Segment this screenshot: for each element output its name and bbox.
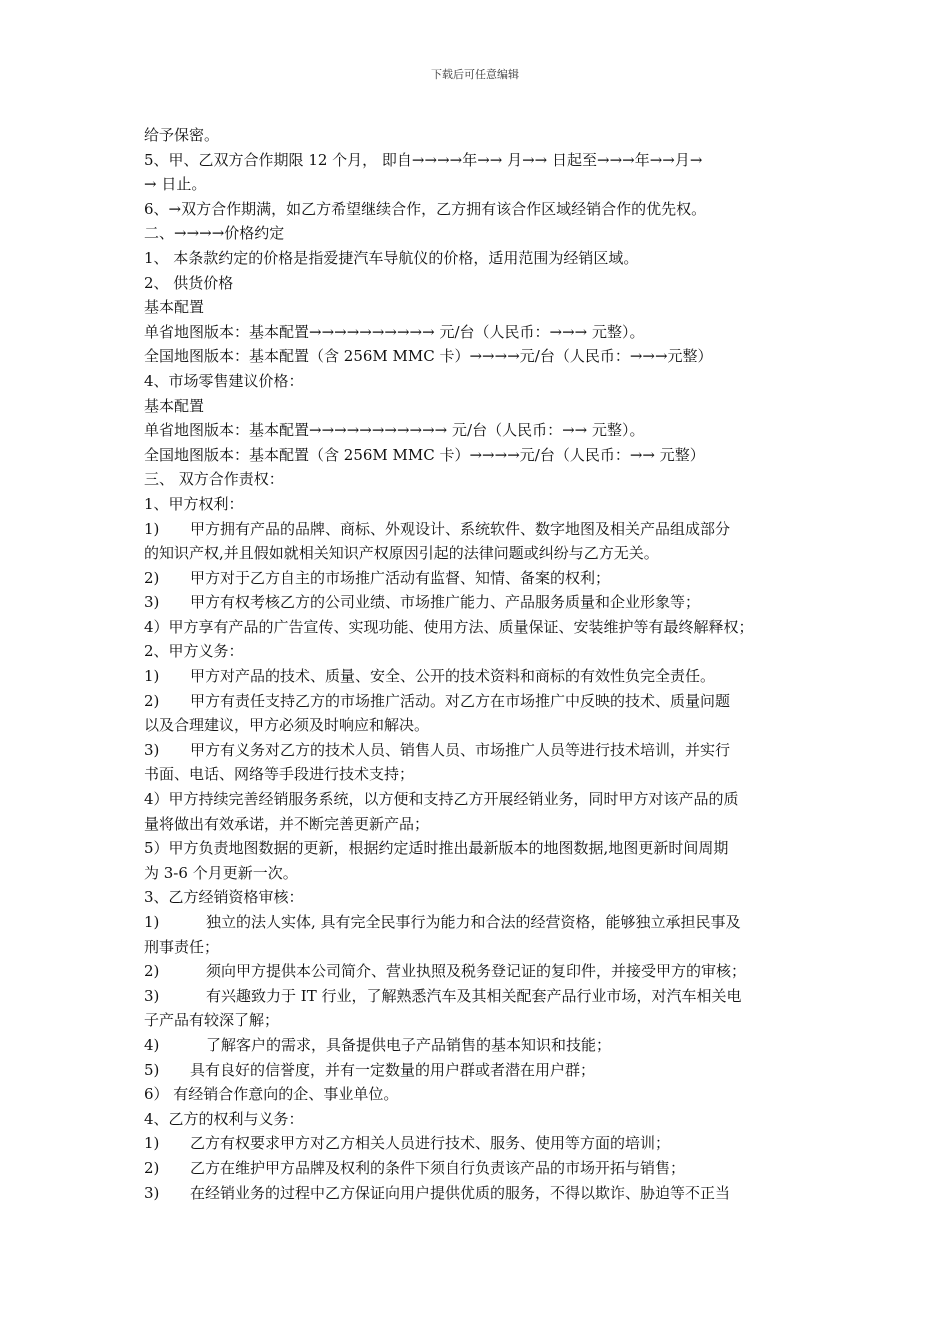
text-line: → 日止。: [144, 175, 207, 194]
list-item: [144, 566, 824, 591]
text-line: 单省地图版本：基本配置→→→→→→→→→→ 元/台（人民币：→→→ 元整）。: [144, 322, 645, 341]
text-line: 给予保密。: [144, 126, 220, 144]
list-item-number: 4): [144, 1035, 160, 1054]
document-body: [144, 123, 824, 1205]
list-item-text: 乙方在维护甲方品牌及权利的条件下须自行负责该产品的市场开拓与销售；: [190, 1158, 686, 1177]
text-line: 二、→→→→价格约定: [144, 224, 285, 243]
list-item-text: 甲方对于乙方自主的市场推广活动有监督、知情、备案的权利；: [190, 568, 611, 587]
text-line: 2、 供货价格: [144, 273, 234, 292]
text-line: 全国地图版本：基本配置（含 256M MMC 卡）→→→→元/台（人民币：→→→元整）: [144, 347, 713, 366]
list-item-text: 甲方拥有产品的品牌、商标、外观设计、系统软件、数字地图及相关产品组成部分: [190, 519, 731, 538]
list-item-number: 2): [144, 568, 160, 587]
list-item-number: 3): [144, 1183, 160, 1202]
list-item: [144, 517, 824, 542]
text-line: 刑事责任；: [144, 937, 220, 956]
list-item-number: 2): [144, 1158, 160, 1177]
list-item-number: 5): [144, 1060, 160, 1079]
list-item-text: 甲方有义务对乙方的技术人员、销售人员、市场推广人员等进行技术培训，并实行: [190, 740, 731, 759]
list-item: [144, 1131, 824, 1156]
list-item-number: 2): [144, 962, 160, 981]
list-item: [144, 1156, 824, 1181]
list-item: [144, 590, 824, 615]
text-line: 基本配置: [144, 396, 205, 415]
list-item-number: 2): [144, 691, 160, 710]
list-item-text: 具有良好的信誉度，并有一定数量的用户群或者潜在用户群；: [190, 1060, 596, 1079]
list-item-number: 3): [144, 740, 160, 759]
list-item: [144, 959, 824, 984]
text-line: 量将做出有效承诺，并不断完善更新产品；: [144, 814, 430, 833]
text-line: 全国地图版本：基本配置（含 256M MMC 卡）→→→→元/台（人民币：→→ 元整）: [144, 445, 705, 464]
text-line: 的知识产权,并且假如就相关知识产权原因引起的法律问题或纠纷与乙方无关。: [144, 544, 659, 563]
list-item: [144, 1033, 824, 1058]
list-item-number: 1): [144, 667, 160, 686]
text-line: 单省地图版本：基本配置→→→→→→→→→→→ 元/台（人民币：→→ 元整）。: [144, 421, 645, 440]
text-line: 书面、电话、网络等手段进行技术支持；: [144, 765, 415, 784]
list-item-number: 3): [144, 986, 160, 1005]
text-line: 子产品有较深了解；: [144, 1011, 280, 1030]
text-line: 4、乙方的权利与义务：: [144, 1109, 304, 1128]
list-item-text: 独立的法人实体, 具有完全民事行为能力和合法的经营资格，能够独立承担民事及: [206, 913, 741, 931]
list-item: [144, 664, 824, 689]
list-item: [144, 1181, 824, 1206]
text-line: 5、甲、乙双方合作期限 12 个月， 即自→→→→年→→ 月→→ 日起至→→→年→→月→: [144, 150, 703, 169]
list-item-number: 1): [144, 519, 160, 538]
list-item-number: 1): [144, 913, 160, 931]
list-item-text: 有兴趣致力于 IT 行业，了解熟悉汽车及其相关配套产品行业市场，对汽车相关电: [206, 986, 742, 1005]
list-item-text: 了解客户的需求，具备提供电子产品销售的基本知识和技能；: [206, 1035, 612, 1054]
text-line: 4）甲方持续完善经销服务系统，以方便和支持乙方开展经销业务，同时甲方对该产品的质: [144, 790, 739, 809]
text-line: 基本配置: [144, 298, 205, 317]
text-line: 1、甲方权利：: [144, 494, 244, 513]
list-item-text: 甲方有责任支持乙方的市场推广活动。对乙方在市场推广中反映的技术、质量问题: [190, 691, 731, 710]
text-line: 4、市场零售建议价格：: [144, 371, 304, 390]
page-header: 下载后可任意编辑: [431, 68, 519, 81]
text-line: 5）甲方负责地图数据的更新，根据约定适时推出最新版本的地图数据,地图更新时间周期: [144, 839, 729, 858]
text-line: 6、→双方合作期满，如乙方希望继续合作，乙方拥有该合作区域经销合作的优先权。: [144, 199, 707, 218]
list-item-text: 乙方有权要求甲方对乙方相关人员进行技术、服务、使用等方面的培训；: [190, 1134, 671, 1153]
list-item: [144, 984, 824, 1009]
list-item-text: 须向甲方提供本公司简介、营业执照及税务登记证的复印件，并接受甲方的审核；: [206, 962, 747, 981]
list-item: [144, 910, 824, 935]
text-line: 6） 有经销合作意向的企、事业单位。: [144, 1085, 399, 1104]
list-item-number: 3): [144, 593, 160, 612]
text-line: 2、甲方义务：: [144, 642, 244, 661]
text-line: 1、 本条款约定的价格是指爱捷汽车导航仪的价格，适用范围为经销区域。: [144, 248, 639, 267]
list-item-number: 1): [144, 1134, 160, 1153]
text-line: 4）甲方享有产品的广告宣传、实现功能、使用方法、质量保证、安装维护等有最终解释权；: [144, 617, 754, 636]
list-item: [144, 1058, 824, 1083]
text-line: 3、乙方经销资格审核：: [144, 888, 304, 907]
list-item-text: 在经销业务的过程中乙方保证向用户提供优质的服务，不得以欺诈、胁迫等不正当: [190, 1183, 731, 1202]
list-item: [144, 689, 824, 714]
text-line: 三、 双方合作责权：: [144, 470, 284, 489]
text-line: 以及合理建议，甲方必须及时响应和解决。: [144, 716, 430, 735]
list-item: [144, 738, 824, 763]
text-line: 为 3-6 个月更新一次。: [144, 863, 298, 882]
list-item-text: 甲方对产品的技术、质量、安全、公开的技术资料和商标的有效性负完全责任。: [190, 667, 716, 686]
list-item-text: 甲方有权考核乙方的公司业绩、市场推广能力、产品服务质量和企业形象等；: [190, 593, 701, 612]
